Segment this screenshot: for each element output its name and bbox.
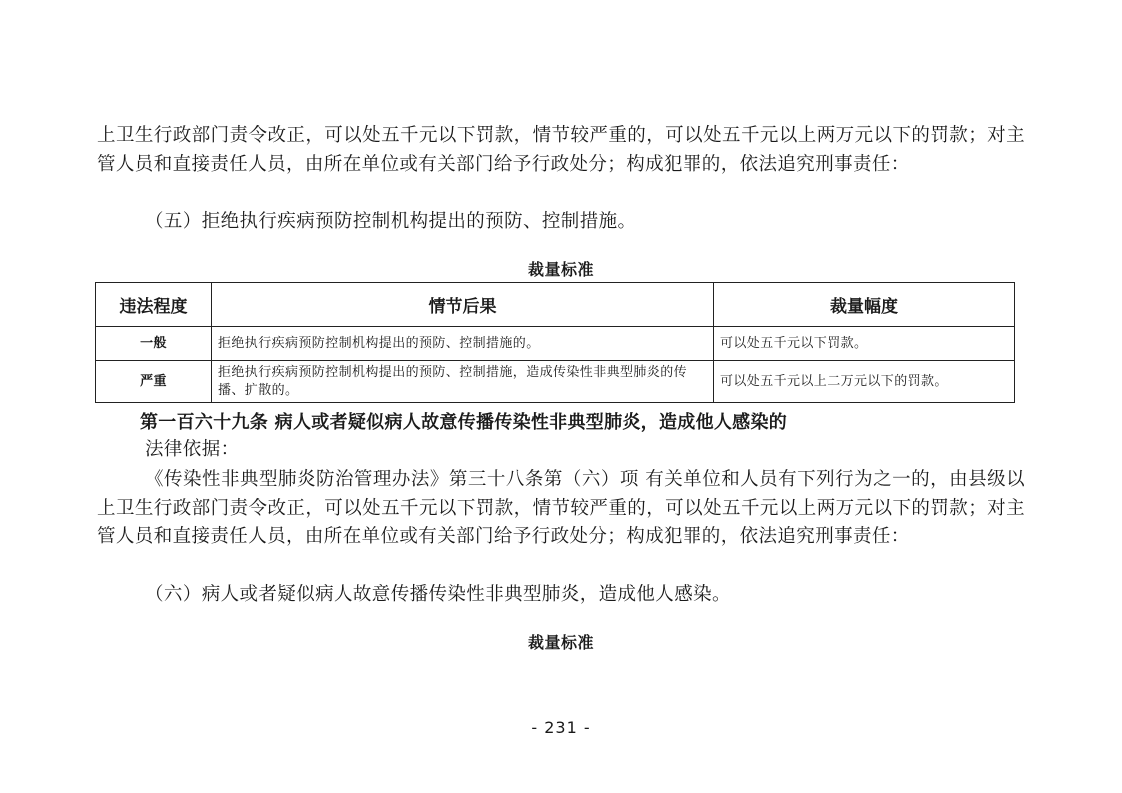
row-penalty: 可以处五千元以下罚款。 bbox=[714, 327, 1015, 361]
row-consequence: 拒绝执行疾病预防控制机构提出的预防、控制措施，造成传染性非典型肺炎的传播、扩散的。 bbox=[212, 361, 714, 403]
row-penalty: 可以处五千元以上二万元以下的罚款。 bbox=[714, 361, 1015, 403]
article-heading: 第一百六十九条 病人或者疑似病人故意传播传染性非典型肺炎，造成他人感染的 bbox=[140, 412, 788, 433]
legal-basis-label: 法律依据： bbox=[145, 439, 240, 460]
legal-basis-text: 《传染性非典型肺炎防治管理办法》第三十八条第（六）项 有关单位和人员有下列行为之一的，由县级以上卫生行政部门责令改正，可以处五千元以下罚款，情节较严重的，可以处五千元以上两万元以下的罚款；对主管人员和直接责任人员，由所在单位或有关部门给予行政处分；构成犯罪的，依法追究刑事责任： bbox=[97, 469, 1025, 547]
discretion-standard-table bbox=[95, 282, 1015, 403]
page-number: - 231 - bbox=[531, 718, 591, 737]
table-header-row bbox=[96, 283, 1015, 327]
header-penalty-range: 裁量幅度 bbox=[714, 283, 1015, 327]
table-caption-2: 裁量标准 bbox=[527, 633, 594, 652]
paragraph-item-5: （五）拒绝执行疾病预防控制机构提出的预防、控制措施。 bbox=[145, 211, 637, 232]
header-violation-degree: 违法程度 bbox=[96, 283, 212, 327]
row-level: 一般 bbox=[96, 327, 212, 361]
table-caption: 裁量标准 bbox=[527, 260, 594, 279]
paragraph-item-6: （六）病人或者疑似病人故意传播传染性非典型肺炎，造成他人感染。 bbox=[145, 584, 731, 605]
row-level: 严重 bbox=[96, 361, 212, 403]
table-row bbox=[96, 327, 1015, 361]
row-consequence: 拒绝执行疾病预防控制机构提出的预防、控制措施的。 bbox=[212, 327, 714, 361]
paragraph-continuation: 上卫生行政部门责令改正，可以处五千元以下罚款，情节较严重的，可以处五千元以上两万元以下的罚款；对主管人员和直接责任人员，由所在单位或有关部门给予行政处分；构成犯罪的，依法追究刑事责任： bbox=[97, 125, 1025, 175]
table-row bbox=[96, 361, 1015, 403]
header-circumstances: 情节后果 bbox=[212, 283, 714, 327]
